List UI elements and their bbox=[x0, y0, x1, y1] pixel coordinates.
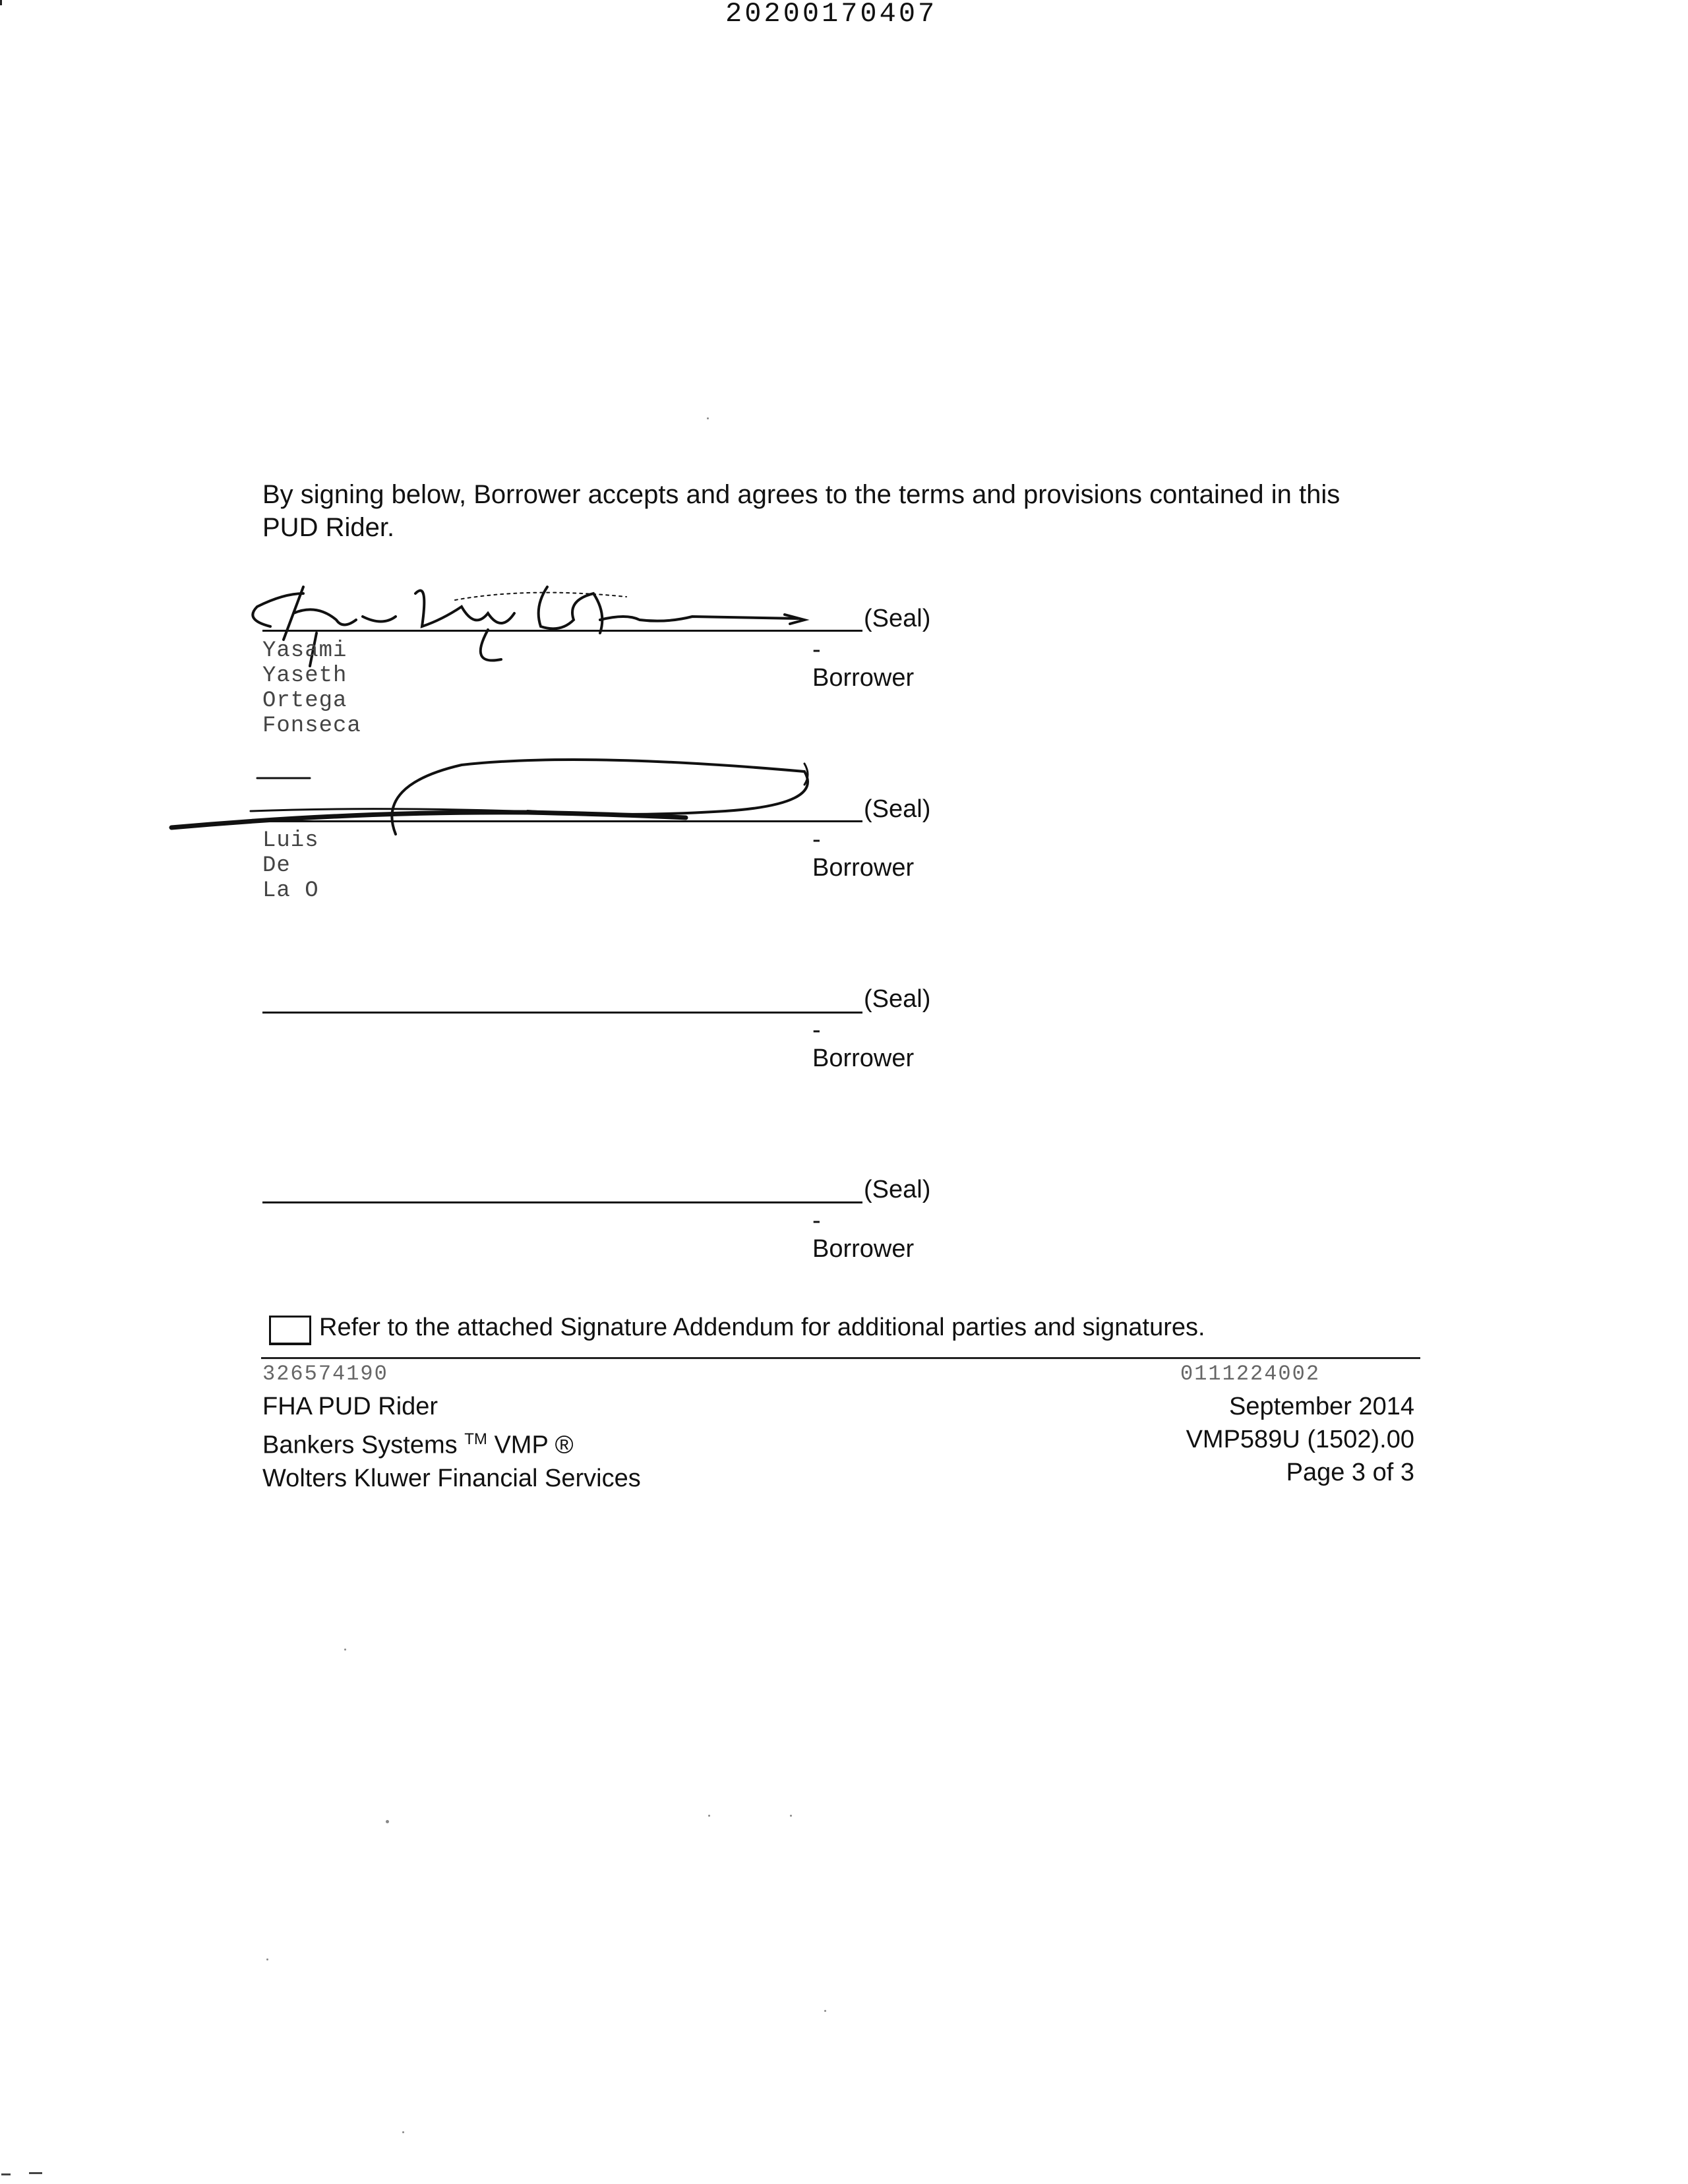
acceptance-statement: By signing below, Borrower accepts and agrees to the terms and provisions contained in this PUD Rider. bbox=[262, 480, 1341, 542]
borrower-name-1: Yasami Yaseth Ortega Fonseca bbox=[262, 638, 361, 739]
vendor-name: Bankers Systems bbox=[262, 1431, 458, 1459]
scan-speck bbox=[266, 1958, 268, 1960]
seal-label-3: (Seal) bbox=[864, 985, 931, 1013]
scan-mark bbox=[1, 2173, 11, 2175]
addendum-checkbox[interactable] bbox=[269, 1316, 311, 1345]
signature-line-1 bbox=[262, 630, 862, 632]
trademark-mark: TM bbox=[464, 1430, 487, 1448]
borrower-role-3: -Borrower bbox=[812, 1016, 915, 1072]
borrower-name-2: Luis De La O bbox=[262, 828, 319, 903]
footer-right bbox=[1186, 1390, 1414, 1489]
signature-line-4 bbox=[262, 1201, 862, 1203]
scan-speck bbox=[790, 1815, 792, 1817]
loan-code-right: 0111224002 bbox=[1180, 1362, 1321, 1386]
signature-line-3 bbox=[262, 1012, 862, 1014]
scan-speck bbox=[386, 1820, 389, 1823]
form-number: VMP589U (1502).00 bbox=[1186, 1426, 1414, 1453]
scan-speck bbox=[402, 2131, 404, 2133]
loan-code-left: 326574190 bbox=[262, 1362, 388, 1386]
scan-speck bbox=[824, 2010, 826, 2012]
seal-label-4: (Seal) bbox=[864, 1176, 931, 1203]
scan-speck bbox=[708, 1815, 710, 1817]
footer-left bbox=[262, 1390, 641, 1495]
footer-divider bbox=[261, 1357, 1420, 1359]
vendor-line bbox=[262, 1423, 641, 1462]
scan-speck bbox=[344, 1649, 346, 1651]
form-name: FHA PUD Rider bbox=[262, 1393, 438, 1420]
scan-speck bbox=[707, 417, 709, 419]
page-number: Page 3 of 3 bbox=[1286, 1459, 1414, 1486]
scan-mark bbox=[29, 2172, 42, 2174]
borrower-role-1: -Borrower bbox=[812, 636, 915, 692]
seal-label-2: (Seal) bbox=[864, 795, 931, 823]
seal-label-1: (Seal) bbox=[864, 605, 931, 632]
addendum-text: Refer to the attached Signature Addendum for additional parties and signatures. bbox=[319, 1314, 1205, 1341]
recording-number: 20200170407 bbox=[725, 0, 938, 30]
form-date: September 2014 bbox=[1229, 1393, 1414, 1420]
scan-mark bbox=[0, 0, 2, 5]
company-name: Wolters Kluwer Financial Services bbox=[262, 1464, 641, 1492]
borrower-role-2: -Borrower bbox=[812, 826, 915, 882]
signature-2-image bbox=[158, 739, 831, 844]
borrower-role-4: -Borrower bbox=[812, 1207, 915, 1263]
signature-line-2 bbox=[262, 820, 862, 822]
product-name: VMP ® bbox=[494, 1431, 574, 1459]
